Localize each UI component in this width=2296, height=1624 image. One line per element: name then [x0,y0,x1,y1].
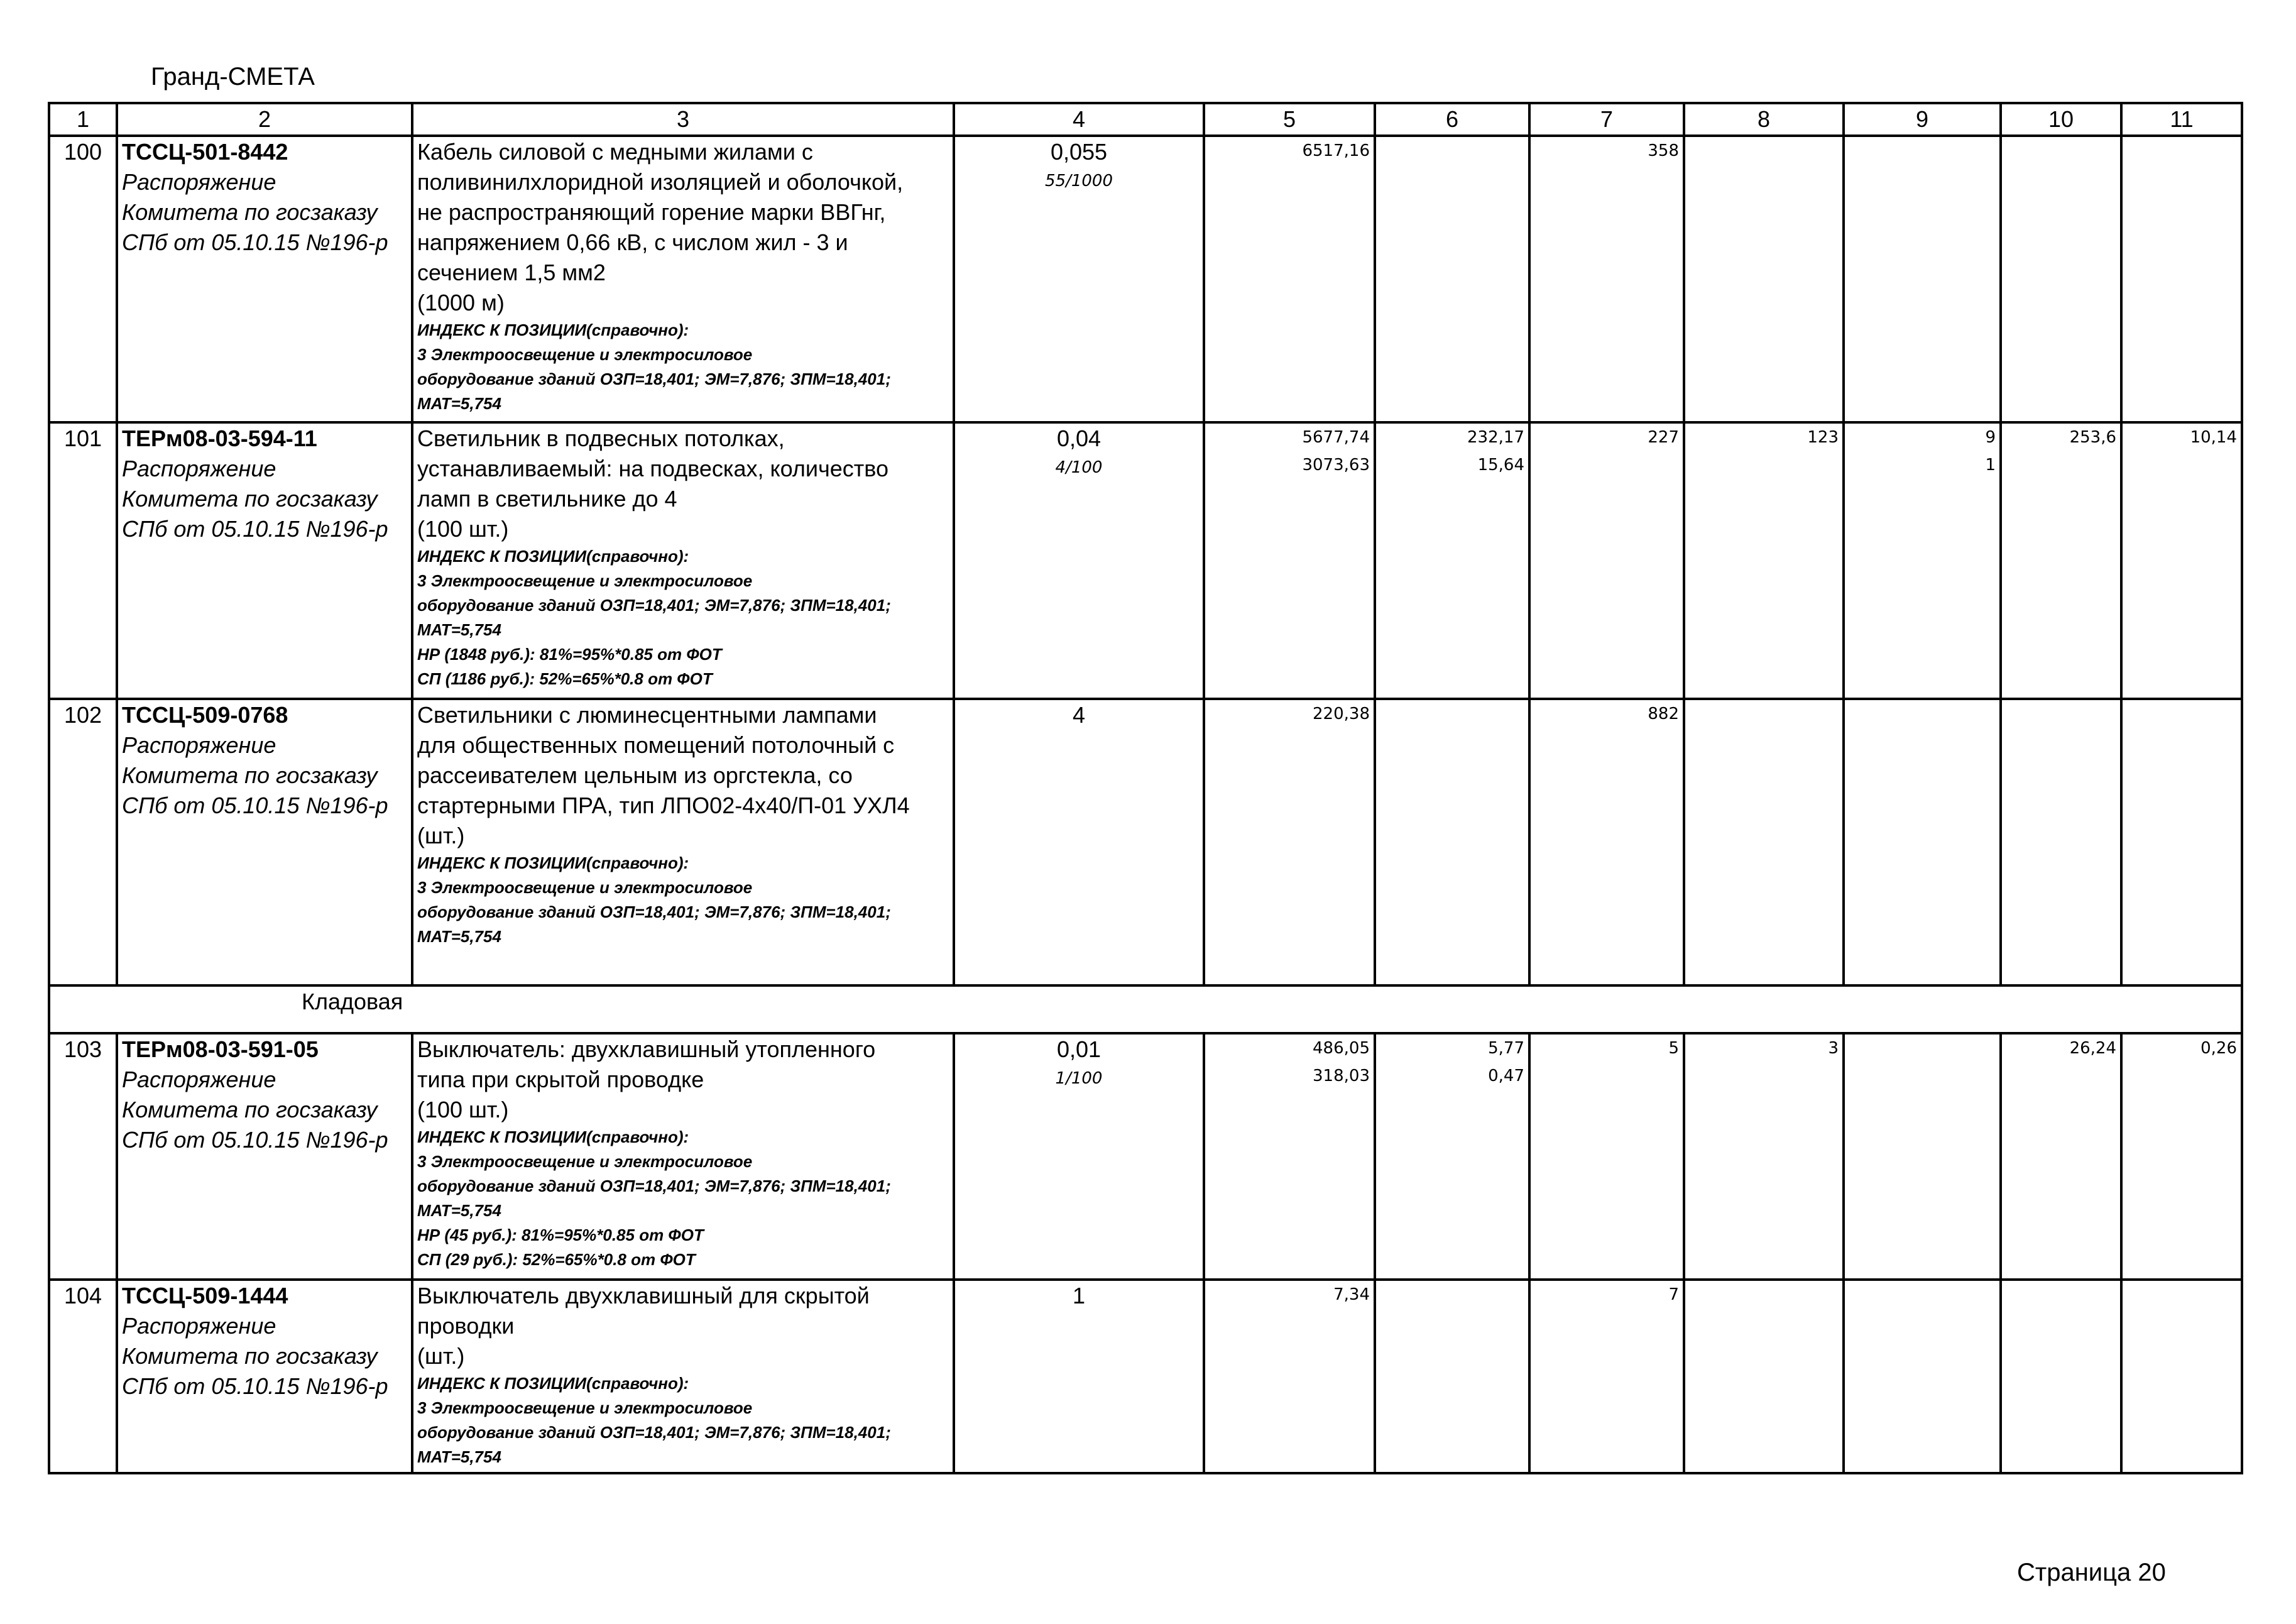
code-cell [117,136,412,422]
description-line: Светильники с люминесцентными лампами [417,702,877,728]
description-cell [412,699,954,985]
machine-cost: 232,17 [1467,428,1524,447]
unit-cost-total: 220,38 [1313,705,1370,723]
section-row [49,985,2242,1033]
index-note: оборудование зданий ОЗП=18,401; ЭМ=7,876; ЗПМ=18,401; [417,1177,891,1195]
col-header-7: 7 [1529,103,1684,136]
index-note: СП (29 руб.): 52%=65%*0.8 от ФОТ [417,1250,696,1269]
quantity-cell [954,1280,1204,1473]
unit-cost-cell [1204,422,1375,699]
labor-cell [2001,1280,2121,1473]
unit-cost-cell [1204,1033,1375,1280]
wages-cell [1684,422,1844,699]
row-number: 102 [49,699,117,985]
wages-value: 123 [1807,428,1839,447]
col-header-9: 9 [1844,103,2001,136]
total-cost: 7 [1668,1285,1679,1304]
index-note: СП (1186 руб.): 52%=65%*0.8 от ФОТ [417,669,713,688]
rate-code: ТССЦ-501-8442 [122,139,288,165]
unit-cost-total: 5677,74 [1302,428,1370,447]
index-note: НР (45 руб.): 81%=95%*0.85 от ФОТ [417,1226,704,1244]
rate-code: ТССЦ-509-1444 [122,1283,288,1309]
code-cell [117,1033,412,1280]
description-line: поливинилхлоридной изоляцией и оболочкой, [417,169,904,195]
labor-cell [2001,1033,2121,1280]
rate-code: ТЕРм08-03-594-11 [122,425,317,451]
section-label: Кладовая [49,985,2242,1033]
machine-wages: 15,64 [1477,456,1524,475]
description-line: для общественных помещений потолочный с [417,732,895,758]
wages-cell [1684,699,1844,985]
total-cost: 5 [1668,1039,1679,1058]
labor-total: 10,14 [2190,428,2237,447]
quantity-formula: 4/100 [1055,458,1103,477]
col-header-4: 4 [954,103,1204,136]
description-cell [412,422,954,699]
total-cost-cell [1529,699,1684,985]
unit-cost-cell [1204,1280,1375,1473]
unit-cost-cell [1204,699,1375,985]
machine-cost-cell [1375,699,1529,985]
basis-line: СПб от 05.10.15 №196-р [122,793,388,818]
col-header-11: 11 [2121,103,2242,136]
col-header-5: 5 [1204,103,1375,136]
machine-cost-cell [1375,1033,1529,1280]
description-line: напряжением 0,66 кВ, с числом жил - 3 и [417,229,848,255]
row-number: 100 [49,136,117,422]
col-header-2: 2 [117,103,412,136]
description-line: рассеивателем цельным из оргстекла, со [417,762,853,788]
index-note: МАТ=5,754 [417,1201,501,1220]
index-note: 3 Электроосвещение и электросиловое [417,571,753,590]
page-number: Страница 20 [2017,1559,2166,1586]
description-line: Выключатель двухклавишный для скрытой [417,1283,870,1309]
wages-cell [1684,136,1844,422]
description-line: типа при скрытой проводке [417,1067,704,1092]
code-cell [117,422,412,699]
index-note: оборудование зданий ОЗП=18,401; ЭМ=7,876; ЗПМ=18,401; [417,903,891,921]
col-header-3: 3 [412,103,954,136]
index-note: 3 Электроосвещение и электросиловое [417,878,753,897]
labor-total-cell [2121,1280,2242,1473]
total-cost: 358 [1648,141,1679,160]
quantity-value: 0,055 [1050,139,1108,165]
index-note: 3 Электроосвещение и электросиловое [417,1398,753,1417]
quantity-formula: 1/100 [1055,1069,1103,1088]
description-cell [412,1033,954,1280]
quantity-value: 1 [1072,1283,1086,1309]
machine-total-cell [1844,1033,2001,1280]
basis-line: Распоряжение [122,1313,276,1339]
basis-line: Комитета по госзаказу [122,199,378,225]
unit-cost-total: 6517,16 [1302,141,1370,160]
machine-wages: 0,47 [1488,1067,1524,1085]
total-cost-cell [1529,422,1684,699]
quantity-cell [954,699,1204,985]
total-cost: 882 [1648,705,1679,723]
table-row [49,422,2242,699]
description-line: (шт.) [417,1343,465,1369]
index-note: МАТ=5,754 [417,1447,501,1466]
machine-cost-cell [1375,136,1529,422]
col-header-8: 8 [1684,103,1844,136]
description-line: (1000 м) [417,290,505,315]
row-number: 104 [49,1280,117,1473]
quantity-value: 0,01 [1056,1036,1102,1062]
machine-total-cell [1844,422,2001,699]
table-row [49,1033,2242,1280]
description-line: устанавливаемый: на подвесках, количество [417,456,888,481]
machine-total-cell [1844,136,2001,422]
index-note: МАТ=5,754 [417,620,501,639]
index-note: оборудование зданий ОЗП=18,401; ЭМ=7,876; ЗПМ=18,401; [417,370,891,388]
index-note: ИНДЕКС К ПОЗИЦИИ(справочно): [417,547,689,566]
index-note: МАТ=5,754 [417,394,501,413]
quantity-cell [954,1033,1204,1280]
table-row [49,1280,2242,1473]
total-cost-cell [1529,136,1684,422]
machine-total-cell [1844,1280,2001,1473]
index-note: 3 Электроосвещение и электросиловое [417,345,753,364]
table-row [49,136,2242,422]
unit-cost-wages: 3073,63 [1302,456,1370,475]
labor-total-cell [2121,1033,2242,1280]
unit-cost-wages: 318,03 [1313,1067,1370,1085]
basis-line: Комитета по госзаказу [122,762,378,788]
basis-line: СПб от 05.10.15 №196-р [122,1373,388,1399]
quantity-cell [954,136,1204,422]
estimate-table [48,102,2243,1474]
quantity-formula: 55/1000 [1044,172,1113,190]
description-line: сечением 1,5 мм2 [417,260,606,285]
labor-cell [2001,422,2121,699]
wages-cell [1684,1033,1844,1280]
unit-cost-cell [1204,136,1375,422]
machine-cost-cell [1375,422,1529,699]
labor-total-cell [2121,136,2242,422]
index-note: ИНДЕКС К ПОЗИЦИИ(справочно): [417,1374,689,1393]
index-note: ИНДЕКС К ПОЗИЦИИ(справочно): [417,853,689,872]
col-header-10: 10 [2001,103,2121,136]
wages-value: 3 [1828,1039,1839,1058]
labor-cell [2001,136,2121,422]
row-number: 103 [49,1033,117,1280]
labor-cell [2001,699,2121,985]
unit-cost-total: 486,05 [1313,1039,1370,1058]
basis-line: СПб от 05.10.15 №196-р [122,1127,388,1153]
labor-unit: 26,24 [2069,1039,2116,1058]
machine-cost: 5,77 [1488,1039,1524,1058]
machine-total-cell [1844,699,2001,985]
code-cell [117,699,412,985]
basis-line: Распоряжение [122,169,276,195]
labor-total-cell [2121,422,2242,699]
description-line: Кабель силовой с медными жилами с [417,139,813,165]
quantity-cell [954,422,1204,699]
machine-total: 9 [1985,428,1996,447]
total-cost: 227 [1648,428,1679,447]
description-line: не распространяющий горение марки ВВГнг, [417,199,886,225]
machine-cost-cell [1375,1280,1529,1473]
index-note: МАТ=5,754 [417,927,501,946]
description-line: Светильник в подвесных потолках, [417,425,785,451]
basis-line: СПб от 05.10.15 №196-р [122,229,388,255]
quantity-value: 0,04 [1056,425,1102,451]
col-header-6: 6 [1375,103,1529,136]
index-note: 3 Электроосвещение и электросиловое [417,1152,753,1171]
table-row [49,699,2242,985]
labor-total-cell [2121,699,2242,985]
machine-total-wages: 1 [1985,456,1996,475]
col-header-1: 1 [49,103,117,136]
basis-line: Комитета по госзаказу [122,1343,378,1369]
description-line: (100 шт.) [417,516,509,542]
basis-line: Комитета по госзаказу [122,486,378,512]
index-note: оборудование зданий ОЗП=18,401; ЭМ=7,876; ЗПМ=18,401; [417,1423,891,1442]
labor-unit: 253,6 [2069,428,2116,447]
total-cost-cell [1529,1280,1684,1473]
description-cell [412,1280,954,1473]
basis-line: Распоряжение [122,1067,276,1092]
total-cost-cell [1529,1033,1684,1280]
column-number-row [49,103,2242,136]
basis-line: СПб от 05.10.15 №196-р [122,516,388,542]
description-line: проводки [417,1313,515,1339]
labor-total: 0,26 [2200,1039,2237,1058]
index-note: ИНДЕКС К ПОЗИЦИИ(справочно): [417,321,689,339]
index-note: ИНДЕКС К ПОЗИЦИИ(справочно): [417,1127,689,1146]
code-cell [117,1280,412,1473]
unit-cost-total: 7,34 [1333,1285,1370,1304]
document-title: Гранд-СМЕТА [151,63,315,91]
basis-line: Распоряжение [122,456,276,481]
row-number: 101 [49,422,117,699]
basis-line: Комитета по госзаказу [122,1097,378,1122]
index-note: НР (1848 руб.): 81%=95%*0.85 от ФОТ [417,645,722,664]
rate-code: ТЕРм08-03-591-05 [122,1036,319,1062]
description-line: стартерными ПРА, тип ЛПО02-4х40/П-01 УХЛ4 [417,793,910,818]
quantity-value: 4 [1072,702,1086,728]
description-line: Выключатель: двухклавишный утопленного [417,1036,876,1062]
description-line: ламп в светильнике до 4 [417,486,677,512]
description-cell [412,136,954,422]
rate-code: ТССЦ-509-0768 [122,702,288,728]
wages-cell [1684,1280,1844,1473]
description-line: (100 шт.) [417,1097,509,1122]
basis-line: Распоряжение [122,732,276,758]
description-line: (шт.) [417,823,465,848]
index-note: оборудование зданий ОЗП=18,401; ЭМ=7,876; ЗПМ=18,401; [417,596,891,615]
